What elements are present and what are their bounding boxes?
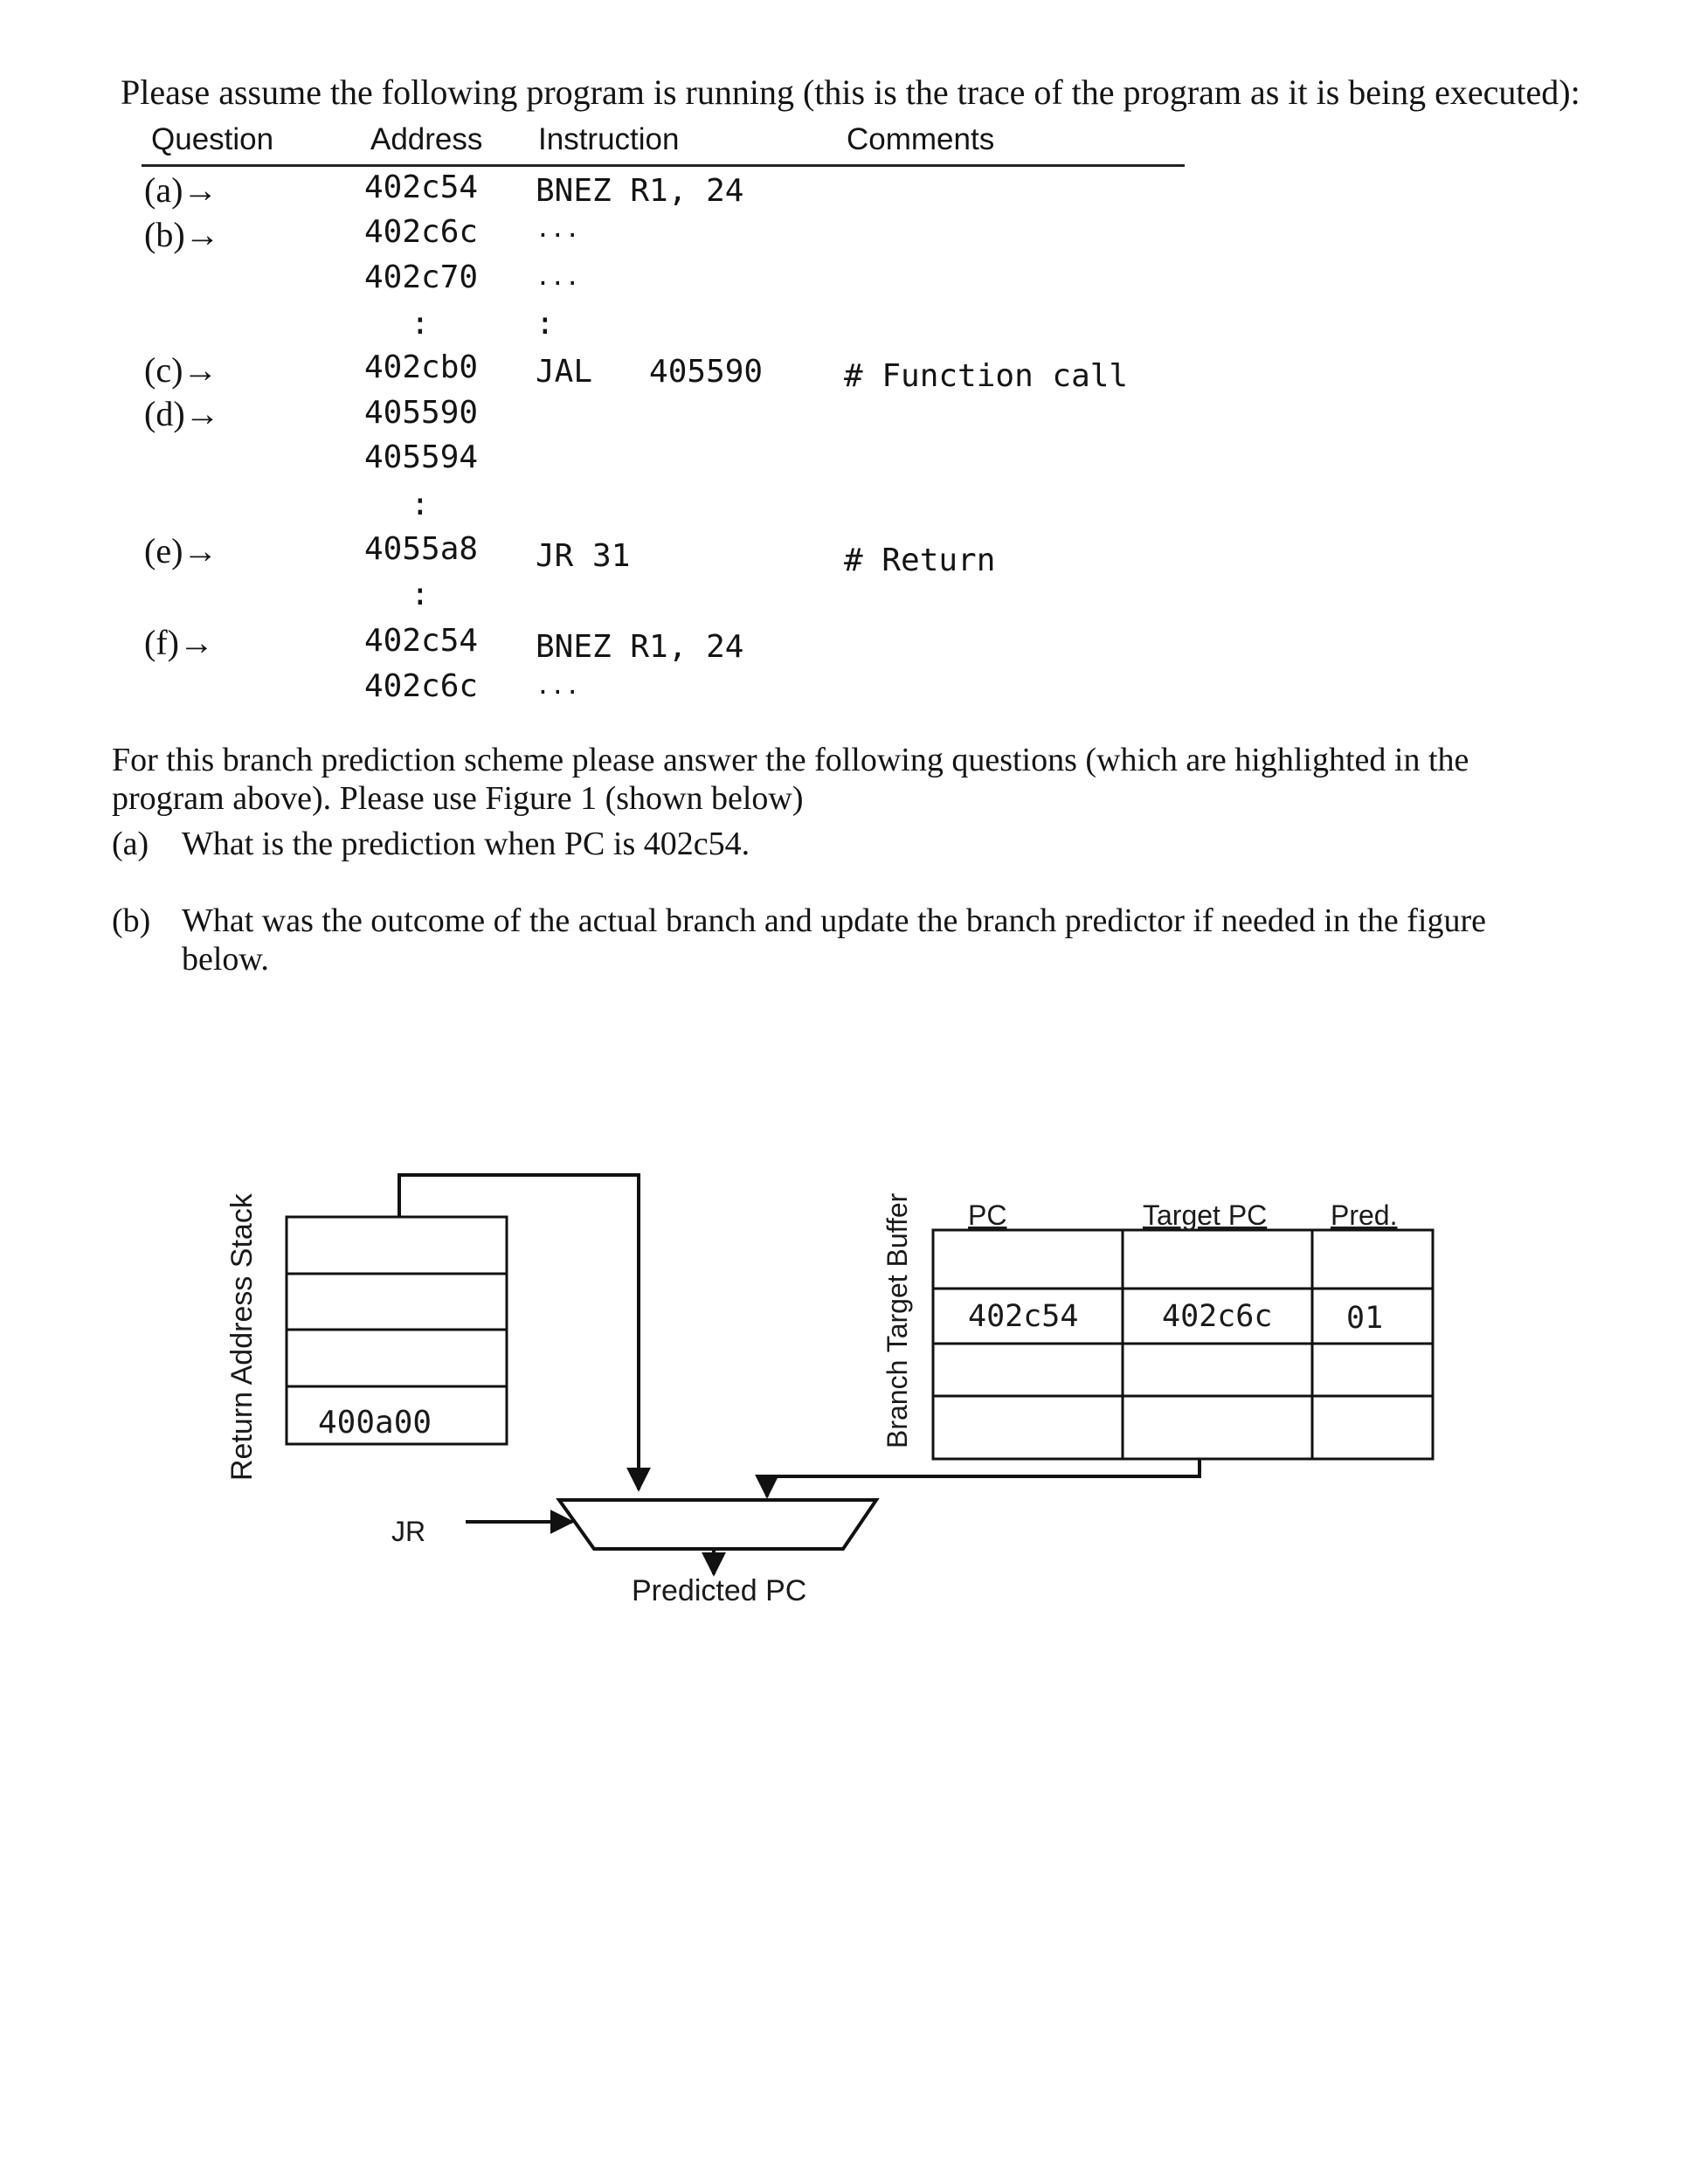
intro-text: Please assume the following program is running (this is the trace of the program as it is being executed): bbox=[121, 73, 1580, 112]
ellipsis-address: : bbox=[411, 487, 430, 522]
address-cell: 402c54 bbox=[364, 623, 479, 659]
comment-cell: # Function call bbox=[844, 358, 1129, 394]
ras-to-mux-wire bbox=[399, 1175, 639, 1489]
address-cell: 402c6c bbox=[364, 668, 479, 704]
ras-label: Return Address Stack bbox=[225, 1193, 259, 1481]
instruction-cell: ... bbox=[536, 262, 580, 291]
instructions-paragraph: For this branch prediction scheme please answer the following questions (which are highlighted in the program above). Please use Figure 1 (shown below) bbox=[112, 742, 1469, 817]
jr-label: JR bbox=[391, 1516, 426, 1547]
question-b-text: What was the outcome of the actual branch and update the branch predictor if needed in the figure below. bbox=[182, 902, 1486, 978]
address-cell: 405594 bbox=[364, 439, 479, 475]
btb-cell-pred: 01 bbox=[1346, 1301, 1384, 1336]
question-label: (c)→ bbox=[144, 350, 218, 390]
btb-to-mux-wire bbox=[767, 1459, 1200, 1496]
branch-target-buffer bbox=[933, 1230, 1433, 1459]
btb-cell-pc: 402c54 bbox=[968, 1299, 1079, 1334]
btb-header-pred: Pred. bbox=[1331, 1199, 1398, 1231]
question-label: (a)→ bbox=[144, 170, 218, 210]
ellipsis-address: : bbox=[411, 577, 430, 612]
address-cell: 402cb0 bbox=[364, 349, 479, 385]
instruction-cell: BNEZ R1, 24 bbox=[536, 173, 744, 209]
question-label: (f)→ bbox=[144, 623, 214, 662]
btb-header-target: Target PC bbox=[1143, 1199, 1268, 1231]
address-cell: 402c70 bbox=[364, 259, 479, 295]
btb-cell-target: 402c6c bbox=[1162, 1299, 1273, 1334]
question-a-label: (a) bbox=[112, 826, 149, 862]
header-instruction: Instruction bbox=[538, 122, 680, 156]
question-b-label: (b) bbox=[112, 902, 151, 939]
question-label: (b)→ bbox=[144, 215, 220, 254]
btb-label: Branch Target Buffer bbox=[882, 1192, 913, 1448]
question-label: (e)→ bbox=[144, 531, 218, 570]
instruction-cell: JR 31 bbox=[536, 538, 631, 574]
address-cell: 4055a8 bbox=[364, 531, 479, 567]
address-cell: 402c54 bbox=[364, 169, 479, 205]
btb-header-pc: PC bbox=[968, 1199, 1007, 1231]
question-a-text: What is the prediction when PC is 402c54. bbox=[182, 826, 750, 862]
comment-cell: # Return bbox=[844, 543, 996, 578]
ras-entry: 400a00 bbox=[318, 1405, 432, 1441]
instruction-cell: JAL 405590 bbox=[536, 354, 764, 390]
header-comments: Comments bbox=[847, 122, 995, 156]
ellipsis-instruction: : bbox=[536, 306, 555, 342]
header-question: Question bbox=[151, 122, 274, 156]
question-label: (d)→ bbox=[144, 394, 220, 433]
predicted-pc-mux bbox=[559, 1500, 876, 1549]
predicted-pc-label: Predicted PC bbox=[632, 1574, 807, 1607]
instruction-cell: ... bbox=[536, 671, 580, 700]
ellipsis-address: : bbox=[411, 306, 430, 342]
header-address: Address bbox=[370, 122, 483, 156]
address-cell: 405590 bbox=[364, 395, 479, 431]
instruction-cell: ... bbox=[536, 214, 580, 243]
instruction-cell: BNEZ R1, 24 bbox=[536, 629, 744, 665]
address-cell: 402c6c bbox=[364, 214, 479, 250]
